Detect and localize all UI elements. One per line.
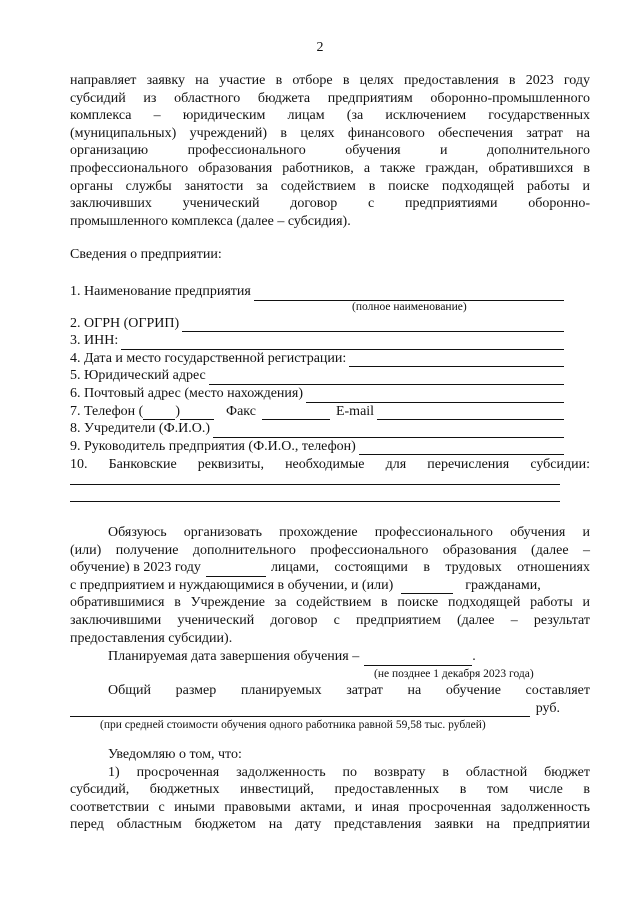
field-founders-blank[interactable] <box>213 425 564 438</box>
planned-date <box>70 648 590 682</box>
field-inn-label: 3. ИНН: <box>70 333 119 349</box>
field-name-note: (полное наименование) <box>352 300 467 313</box>
obligation-line: обратившимися в Учреждение за содействием в поиске подходящей работы и <box>70 595 590 611</box>
staff-count-blank[interactable] <box>206 564 266 577</box>
field-director-label: 9. Руководитель предприятия (Ф.И.О., телефон) <box>70 438 356 454</box>
notify-heading: Уведомляю о том, что: <box>108 747 242 762</box>
intro-line: (муниципальных) учреждений) в целях финансового обеспечения затрат на <box>70 125 590 141</box>
field-name-blank[interactable] <box>254 288 564 301</box>
obligation-line-end: гражданами, <box>465 577 541 593</box>
notify-section <box>70 746 590 834</box>
intro-paragraph <box>70 72 590 230</box>
obligation-paragraph <box>70 524 590 647</box>
costs-label: Общий размер планируемых затрат на обучение составляет <box>108 683 590 698</box>
field-email-blank[interactable] <box>377 407 564 420</box>
field-contacts <box>70 403 564 421</box>
field-ogrn <box>70 315 564 333</box>
obligation-line-start: обучение) в 2023 году <box>70 560 201 576</box>
planned-date-end: . <box>472 649 476 664</box>
field-postal-address-blank[interactable] <box>306 390 564 403</box>
obligation-line-count-citizens <box>70 577 590 595</box>
field-bank-blank-1[interactable] <box>70 484 560 485</box>
field-phone-blank[interactable] <box>180 407 214 420</box>
planned-date-note: (не позднее 1 декабря 2023 года) <box>374 667 534 680</box>
field-bank-blank-2[interactable] <box>70 501 560 502</box>
obligation-line-start: с предприятием и нуждающимися в обучении, и (или) <box>70 577 394 593</box>
page-number: 2 <box>316 40 324 55</box>
field-registration <box>70 350 564 368</box>
notify-line: перед областным бюджетом на дату представления заявки на предприятии <box>70 817 590 833</box>
field-legal-address-blank[interactable] <box>209 372 564 385</box>
field-legal-address-label: 5. Юридический адрес <box>70 368 206 384</box>
obligation-line: Обязуюсь организовать прохождение профессионального обучения и <box>108 525 590 540</box>
planned-date-blank[interactable] <box>364 653 472 666</box>
field-founders <box>70 420 564 438</box>
intro-line: направляет заявку на участие в отборе в целях предоставления в 2023 году <box>70 73 590 88</box>
field-founders-label: 8. Учредители (Ф.И.О.) <box>70 421 211 437</box>
obligation-line: предоставления субсидии). <box>70 630 233 646</box>
obligation-line: заключившими ученический договор с предприятием (далее – результат <box>70 612 590 628</box>
field-phone-paren: ) <box>175 403 181 419</box>
field-inn-blank[interactable] <box>121 337 564 350</box>
intro-line: органы службы занятости за содействием в поиске подходящей работы и <box>70 178 590 194</box>
field-email-label: E-mail <box>335 403 375 419</box>
field-registration-label: 4. Дата и место государственной регистрации: <box>70 350 347 366</box>
field-registration-blank[interactable] <box>349 354 564 367</box>
intro-line: организацию профессионального обучения и дополнительного <box>70 143 590 159</box>
notify-line: субсидий, бюджетных инвестиций, предоставленных в том числе в <box>70 782 590 798</box>
costs-amount-blank[interactable] <box>70 704 530 717</box>
field-bank-label: 10. Банковские реквизиты, необходимые для перечисления субсидии: <box>70 457 590 472</box>
field-name <box>70 283 564 301</box>
field-phone-code-blank[interactable] <box>143 407 175 420</box>
field-fax-label: Факс <box>226 403 256 419</box>
obligation-line-end: лицами, состоящими в трудовых отношениях <box>270 560 590 576</box>
enterprise-fields <box>70 283 564 455</box>
notify-line: 1) просроченная задолженность по возврату в областной бюджет <box>108 764 590 780</box>
field-name-label: 1. Наименование предприятия <box>70 284 251 299</box>
field-phone-label: 7. Телефон ( <box>70 403 144 419</box>
field-fax-blank[interactable] <box>262 407 330 420</box>
citizens-count-blank[interactable] <box>401 581 453 594</box>
notify-line: соответствии с иными правовыми актами, и иная просроченная задолженность <box>70 799 590 815</box>
costs-note: (при средней стоимости обучения одного работника равной 59,58 тыс. рублей) <box>100 719 486 732</box>
info-heading: Сведения о предприятии: <box>70 247 222 262</box>
field-inn <box>70 332 564 350</box>
intro-line: комплекса – юридическим лицам (за исключением государственных <box>70 108 590 124</box>
field-legal-address <box>70 367 564 385</box>
costs <box>70 682 590 734</box>
costs-currency: руб. <box>535 700 560 716</box>
intro-line: профессионального образования работников, а также граждан, обратившихся в <box>70 160 590 176</box>
field-ogrn-label: 2. ОГРН (ОГРИП) <box>70 315 180 331</box>
field-postal-address-label: 6. Почтовый адрес (место нахождения) <box>70 385 303 401</box>
intro-line: промышленного комплекса (далее – субсидия). <box>70 213 351 229</box>
obligation-line: (или) получение дополнительного профессионального образования (далее – <box>70 542 590 558</box>
field-director-blank[interactable] <box>359 442 564 455</box>
obligation-line-count-staff <box>70 559 590 577</box>
planned-date-label: Планируемая дата завершения обучения – <box>108 649 360 664</box>
field-director <box>70 438 564 456</box>
field-postal-address <box>70 385 564 403</box>
intro-line: субсидий из областного бюджета предприятиям оборонно-промышленного <box>70 90 590 106</box>
intro-line: заключивших ученический договор с предприятиями оборонно- <box>70 196 590 212</box>
field-ogrn-blank[interactable] <box>182 319 564 332</box>
